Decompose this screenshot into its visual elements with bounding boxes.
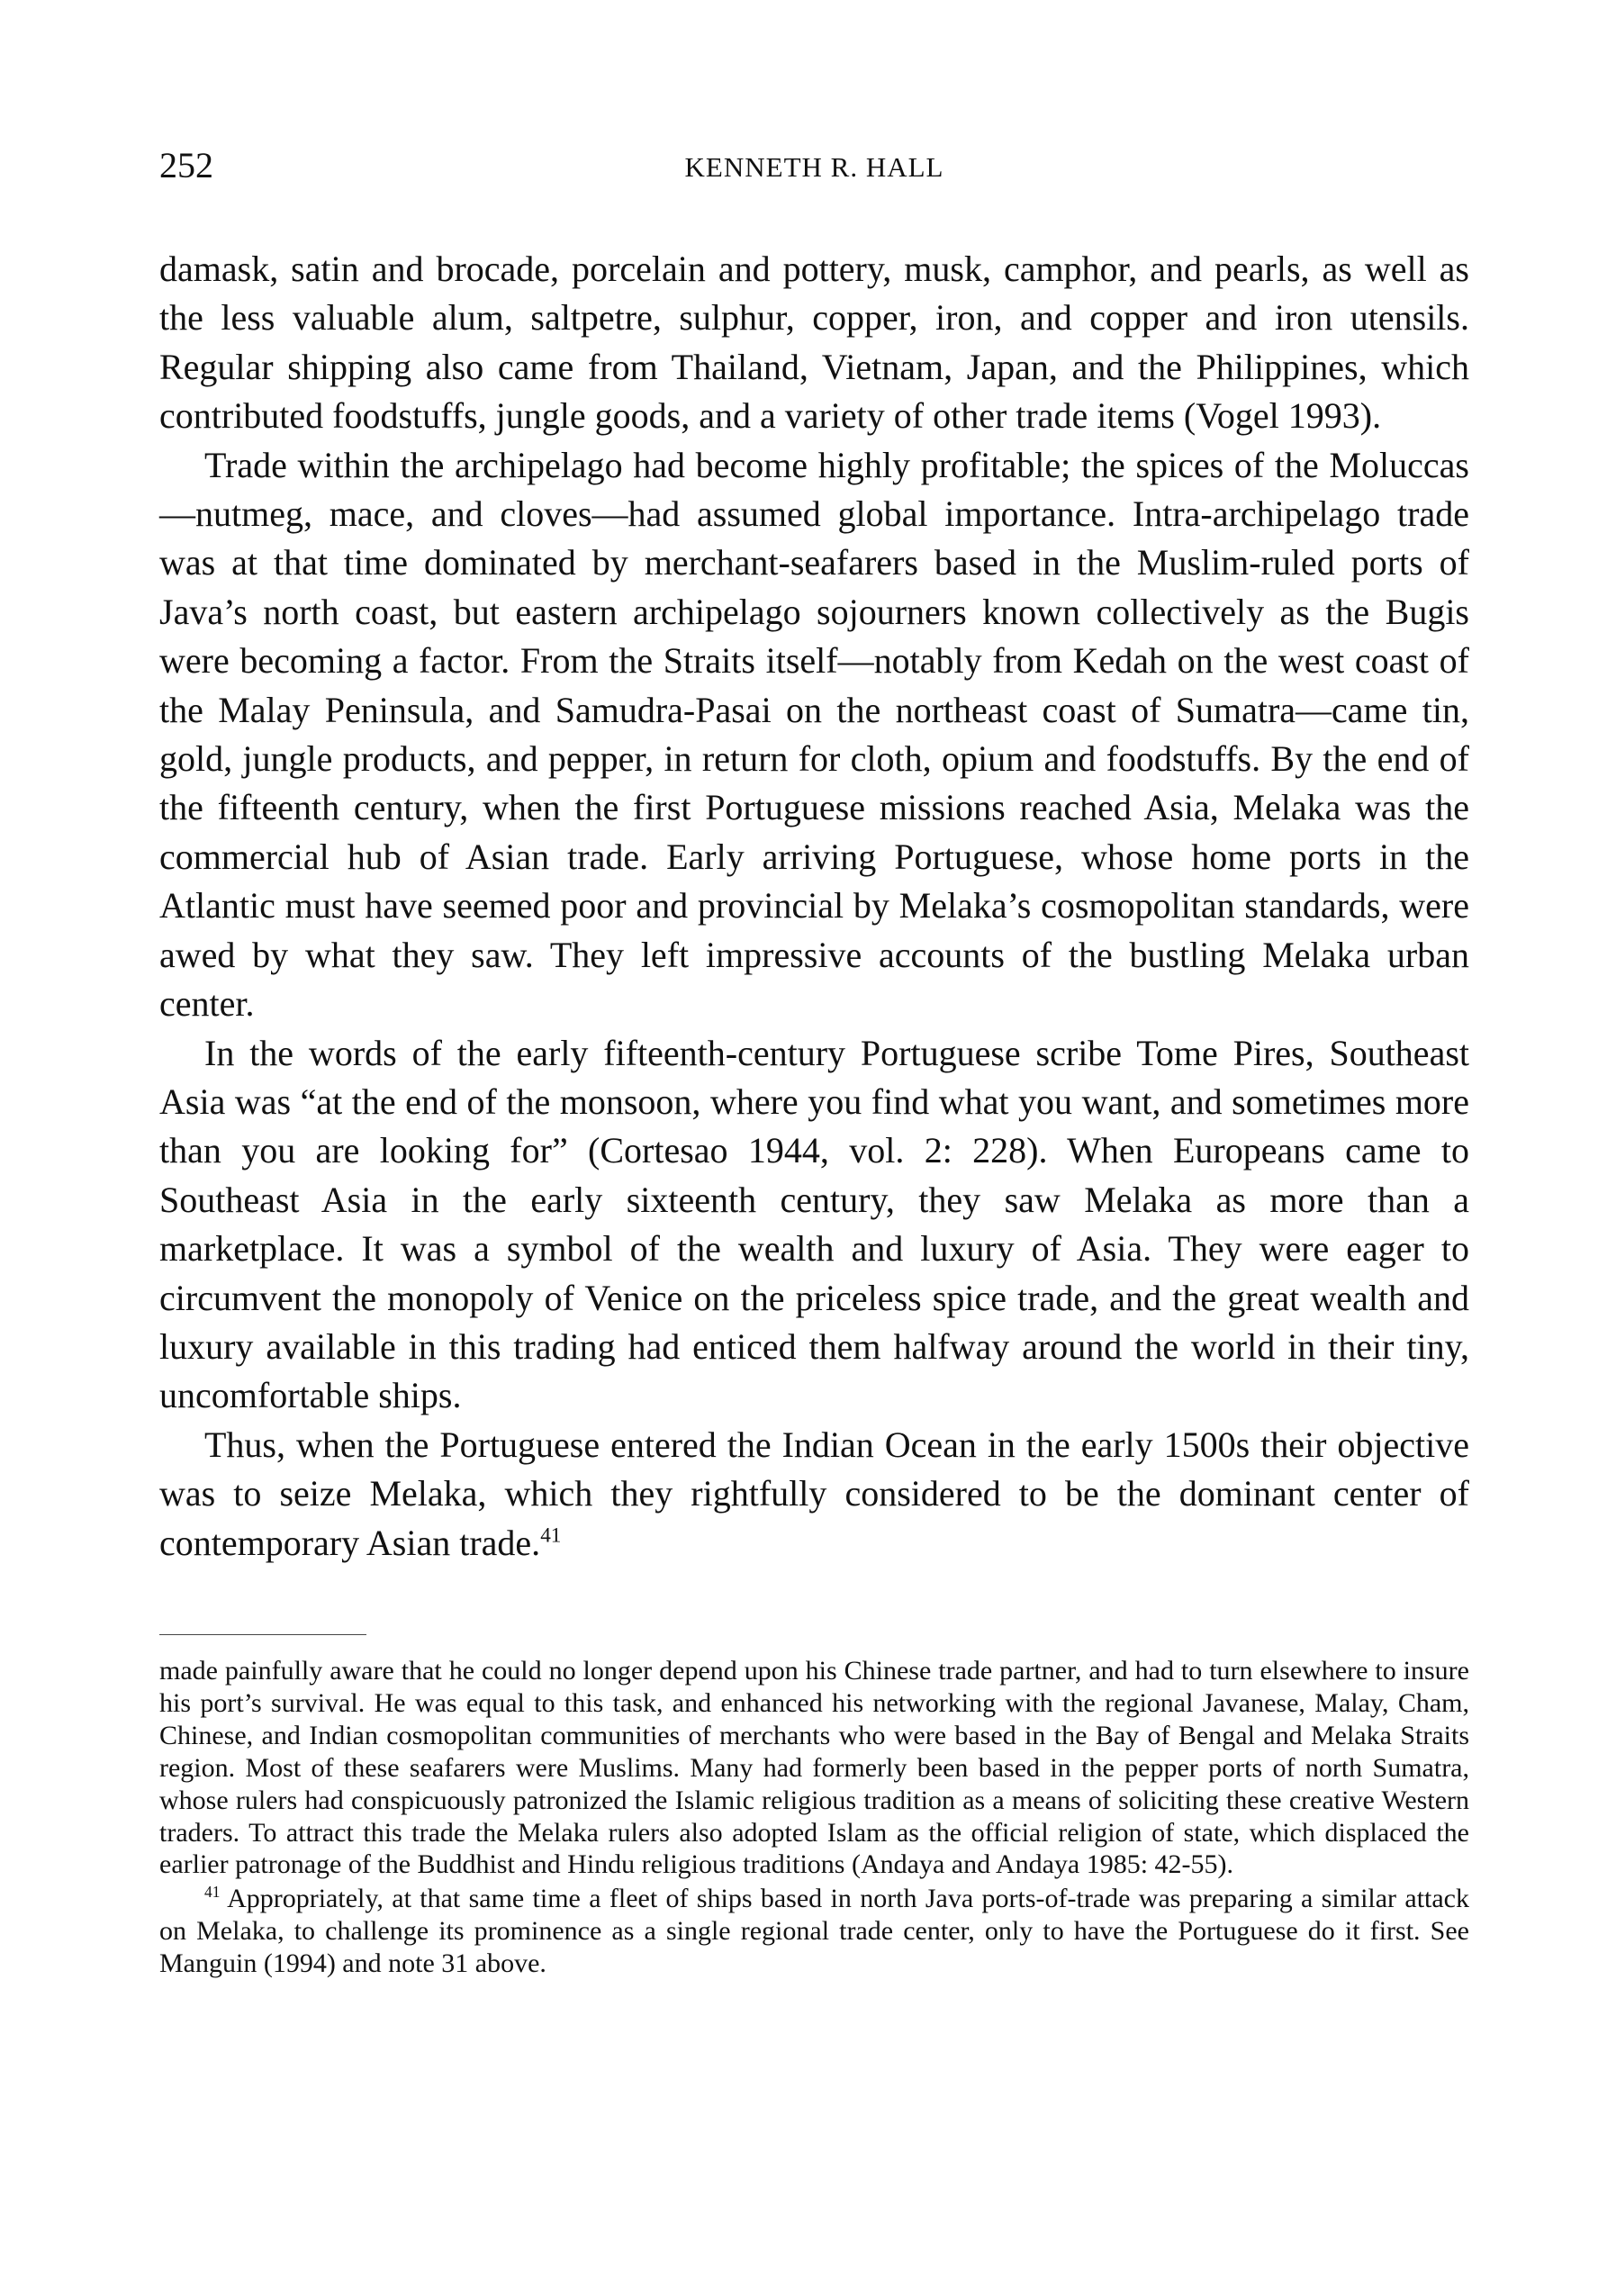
running-head: [159, 144, 1469, 198]
footnote-41-number: 41: [204, 1883, 221, 1902]
paragraph-portuguese-objective: [159, 1421, 1469, 1568]
running-head-author: KENNETH R. HALL: [684, 151, 944, 183]
paragraph-portuguese-objective-text: Thus, when the Portuguese entered the Indian Ocean in the early 1500s their objective was to seize Melaka, which they rightfully considered to be the dominant center of contemporary Asian trade.: [159, 1424, 1469, 1563]
book-page: [159, 144, 1469, 1980]
paragraph-continued: damask, satin and brocade, porcelain and pottery, musk, camphor, and pearls, as well as the less valuable alum, saltpetre, sulphur, copper, iron, and copper and iron utensils. Regular shipping also came from Thailand, Vietnam, Japan, and the Philippines, which contributed foodstuffs, jungle goods, and a variety of other trade items (Vogel 1993).: [159, 249, 1469, 437]
footnote-41-text: Appropriately, at that same time a fleet of ships based in north Java ports-of-trade was preparing a similar attack on Melaka, to challenge its prominence as a single regional trade center, only to have the Portuguese do it first. See Manguin (1994) and note 31 above.: [159, 1884, 1469, 1979]
footnotes: [159, 1655, 1469, 1980]
footnote-continued: made painfully aware that he could no longer depend upon his Chinese trade partner, and had to turn elsewhere to insure his port’s survival. He was equal to this task, and enhanced his networking with the regional Javanese, Malay, Cham, Chinese, and Indian cosmopolitan communities of merchants who were based in the Bay of Bengal and Melaka Straits region. Most of these seafarers were Muslims. Many had formerly been based in the pepper ports of north Sumatra, whose rulers had conspicuously patronized the Islamic religious tradition as a means of soliciting these creative Western traders. To attract this trade the Melaka rulers also adopted Islam as the official religion of state, which displaced the earlier patronage of the Buddhist and Hindu religious traditions (Andaya and Andaya 1985: 42-55).: [159, 1655, 1469, 1880]
footnote-41: [159, 1883, 1469, 1980]
paragraph-tome-pires: In the words of the early fifteenth-century Portuguese scribe Tome Pires, Southeast Asia was “at the end of the monsoon, where you find what you want, and sometimes more than you are looking for” (Cortesao 1944, vol. 2: 228). When Europeans came to Southeast Asia in the early sixteenth century, they saw Melaka as more than a marketplace. It was a symbol of the wealth and luxury of Asia. They were eager to circumvent the monopoly of Venice on the priceless spice trade, and the great wealth and luxury available in this trading had enticed them halfway around the world in their tiny, uncomfortable ships.: [159, 1032, 1469, 1416]
footnote-reference-41[interactable]: 41: [540, 1523, 562, 1548]
paragraph-archipelago-trade: Trade within the archipelago had become highly profitable; the spices of the Moluccas—nutmeg, mace, and cloves—had assumed global importance. Intra-archipelago trade was at that time dominated by merchant-seafarers based in the Muslim-ruled ports of Java’s north coast, but eastern archipelago sojourners known collectively as the Bugis were becoming a factor. From the Straits itself—notably from Kedah on the west coast of the Malay Peninsula, and Samudra-Pasai on the northeast coast of Sumatra—came tin, gold, jungle products, and pepper, in return for cloth, opium and foodstuffs. By the end of the fifteenth century, when the first Portuguese missions reached Asia, Melaka was the commercial hub of Asian trade. Early arriving Portuguese, whose home ports in the Atlantic must have seemed poor and provincial by Melaka’s cosmopolitan standards, were awed by what they saw. They left impressive accounts of the bustling Melaka urban center.: [159, 444, 1469, 1025]
page-number: 252: [159, 145, 213, 185]
footnote-divider: [159, 1634, 366, 1635]
body-text: [159, 245, 1469, 1568]
